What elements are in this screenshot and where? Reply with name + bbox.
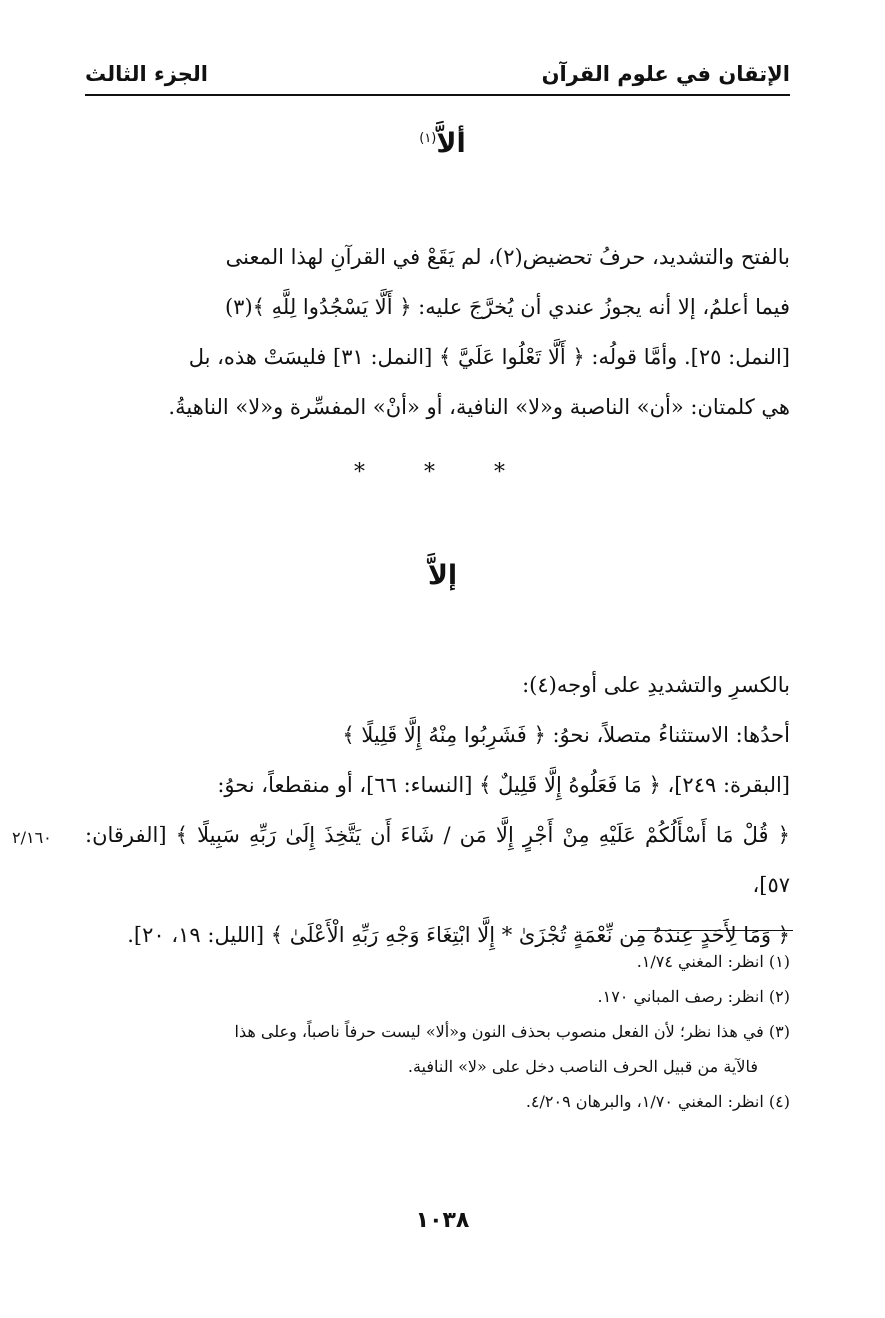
entry-body-alla bbox=[85, 232, 790, 432]
volume-label: الجزء الثالث bbox=[85, 62, 208, 86]
body-line: ﴿ وَمَا لِأَحَدٍ عِندَهُ مِن نِّعْمَةٍ تُجْزَىٰ * إِلَّا ابْتِغَاءَ وَجْهِ رَبِّهِ الْأَعْلَىٰ ﴾ [الليل: ١٩، ٢٠]. bbox=[127, 923, 790, 947]
footnote: (٣) في هذا نظر؛ لأن الفعل منصوب بحذف النون و«ألا» ليست حرفاً ناصباً، وعلى هذا bbox=[234, 1022, 790, 1041]
section-separator: * * * bbox=[354, 460, 531, 485]
margin-note: ٢/١٦٠ bbox=[12, 828, 52, 847]
footnotes bbox=[85, 944, 790, 1119]
footnote-rule bbox=[638, 930, 793, 931]
page-number: ١٠٣٨ bbox=[415, 1208, 470, 1233]
footnote: (١) انظر: المغني ١/٧٤. bbox=[636, 952, 790, 971]
body-line: [البقرة: ٢٤٩]، ﴿ مَا فَعَلُوهُ إِلَّا قَلِيلٌ ﴾ [النساء: ٦٦]، أو منقطعاً، نحوُ: bbox=[217, 773, 790, 797]
body-line: هي كلمتان: «أن» الناصبة و«لا» النافية، أو «أنْ» المفسِّرة و«لا» الناهيةُ. bbox=[168, 395, 790, 419]
body-line: أحدُها: الاستثناءُ متصلاً، نحوُ: ﴿ فَشَرِبُوا مِنْهُ إِلَّا قَلِيلًا ﴾ bbox=[342, 723, 790, 747]
header-rule bbox=[85, 94, 790, 96]
footnote-ref: (١) bbox=[419, 131, 437, 146]
entry-title-illa: إلاَّ bbox=[427, 560, 458, 591]
running-header bbox=[85, 58, 790, 94]
footnote: (٤) انظر: المغني ١/٧٠، والبرهان ٤/٢٠٩. bbox=[525, 1092, 790, 1111]
entry-title-alla: ألاَّ$^{(١)}$ bbox=[419, 128, 466, 159]
body-line: ﴿ قُلْ مَا أَسْأَلُكُمْ عَلَيْهِ مِنْ أَجْرٍ إِلَّا مَن / شَاءَ أَن يَتَّخِذَ إِلَىٰ رَبِّهِ سَبِيلًا ﴾ [الفرقان: ٥٧]، bbox=[85, 823, 790, 897]
footnote: (٢) انظر: رصف المباني ١٧٠. bbox=[597, 987, 790, 1006]
body-line: بالفتح والتشديد، حرفُ تحضيض(٢)، لم يَقَعْ في القرآنِ لهذا المعنى bbox=[225, 245, 790, 269]
body-line: بالكسرِ والتشديدِ على أوجه(٤): bbox=[522, 673, 790, 697]
entry-body-illa bbox=[85, 660, 790, 960]
body-line: فيما أعلمُ، إلا أنه يجوزُ عندي أن يُخرَّجَ عليه: ﴿ أَلَّا يَسْجُدُوا لِلَّهِ ﴾(٣) bbox=[224, 295, 790, 319]
book-title: الإتقان في علوم القرآن bbox=[541, 62, 790, 86]
footnote-continuation: فالآية من قبيل الحرف الناصب دخل على «لا» النافية. bbox=[407, 1057, 758, 1076]
body-line: [النمل: ٢٥]. وأمَّا قولُه: ﴿ أَلَّا تَعْلُوا عَلَيَّ ﴾ [النمل: ٣١] فليسَتْ هذه، بل bbox=[188, 345, 790, 369]
